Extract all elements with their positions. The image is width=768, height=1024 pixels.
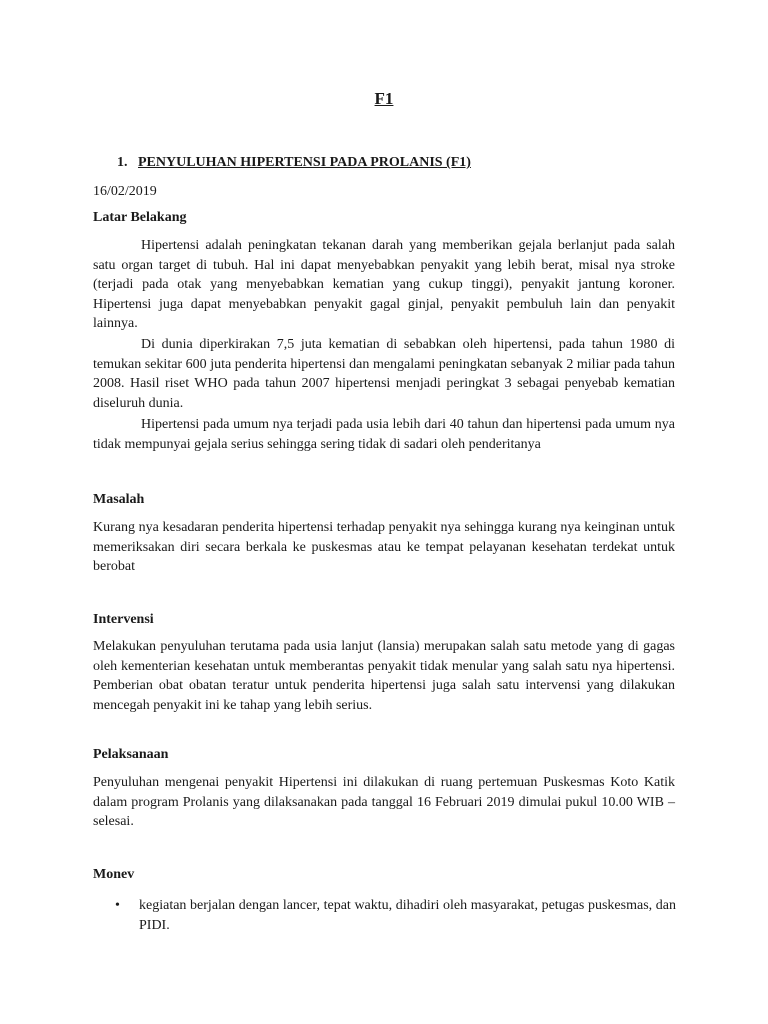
date: 16/02/2019 [93, 184, 157, 199]
heading-pelaksanaan: Pelaksanaan [93, 747, 169, 762]
heading-masalah: Masalah [93, 492, 145, 507]
paragraph-pelaksanaan: Penyuluhan mengenai penyakit Hipertensi ini dilakukan di ruang pertemuan Puskesmas Koto Katik dalam program Prolanis yang dilaksanakan pada tanggal 16 Februari 2019 dimulai pukul 10.00 WIB – selesai. [93, 775, 675, 829]
bullet-icon: • [115, 898, 120, 913]
list-item-text: kegiatan berjalan dengan lancer, tepat waktu, dihadiri oleh masyarakat, petugas puskesmas, dan PIDI. [139, 898, 676, 933]
paragraph-masalah: Kurang nya kesadaran penderita hipertensi terhadap penyakit nya sehingga kurang nya keinginan untuk memeriksakan diri secara berkala ke puskesmas atau ke tempat pelayanan kesehatan terdekat untuk berobat [93, 520, 675, 574]
page-title: F1 [374, 89, 394, 108]
section-number: 1. [117, 155, 128, 170]
section-title: PENYULUHAN HIPERTENSI PADA PROLANIS (F1) [138, 155, 471, 170]
heading-monev: Monev [93, 867, 135, 882]
paragraph-latar-1: Hipertensi adalah peningkatan tekanan darah yang memberikan gejala berlanjut pada salah satu organ target di tubuh. Hal ini dapat menyebabkan penyakit yang lebih berat, misal nya stroke (terjadi pada otak yang menyebabkan kematian yang cukup tinggi), penyakit jantung koroner. Hipertensi juga dapat menyebabkan penyakit gagal ginjal, penyakit pembuluh lain dan penyakit lainnya. [93, 238, 675, 331]
paragraph-latar-2: Di dunia diperkirakan 7,5 juta kematian di sebabkan oleh hipertensi, pada tahun 1980 di temukan sekitar 600 juta penderita hipertensi dan mengalami peningkatan sebanyak 2 miliar pada tahun 2008. Hasil riset WHO pada tahun 2007 hipertensi menjadi peringkat 3 sebagai penyebab kematian diseluruh dunia. [93, 337, 675, 411]
section-heading [117, 155, 471, 171]
paragraph-latar-3: Hipertensi pada umum nya terjadi pada usia lebih dari 40 tahun dan hipertensi pada umum nya tidak mempunyai gejala serius sehingga sering tidak di sadari oleh penderitanya [93, 417, 675, 452]
heading-latar-belakang: Latar Belakang [93, 210, 187, 225]
heading-intervensi: Intervensi [93, 612, 154, 627]
paragraph-intervensi: Melakukan penyuluhan terutama pada usia lanjut (lansia) merupakan salah satu metode yang di gagas oleh kementerian kesehatan untuk memberantas penyakit tidak menular yang salah satu nya hipertensi. Pemberian obat obatan teratur untuk penderita hipertensi juga salah satu intervensi yang dilakukan mencegah penyakit ini ke tahap yang lebih serius. [93, 639, 675, 713]
